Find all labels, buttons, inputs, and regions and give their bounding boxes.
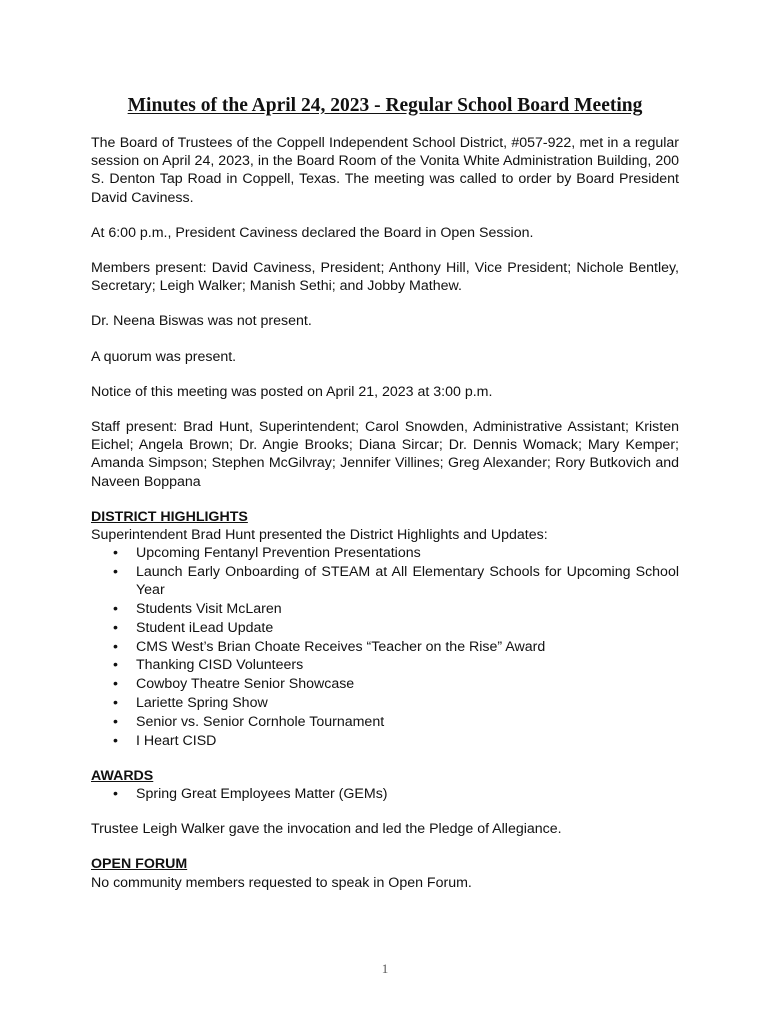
intro-paragraph: The Board of Trustees of the Coppell Independent School District, #057-922, met in a regular session on April 24, 2023, in the Board Room of the Vonita White Administration Building, 200 S. Denton Tap Road in Coppell, Texas. The meeting was called to order by Board President David Caviness.: [91, 135, 679, 206]
invocation-paragraph: Trustee Leigh Walker gave the invocation and led the Pledge of Allegiance.: [91, 821, 562, 838]
notice-paragraph: Notice of this meeting was posted on April 21, 2023 at 3:00 p.m.: [91, 383, 493, 400]
document-body: [91, 134, 679, 892]
open-session-paragraph: At 6:00 p.m., President Caviness declared the Board in Open Session.: [91, 224, 534, 241]
list-item: • Launch Early Onboarding of STEAM at All Elementary Schools for Upcoming School Year: [113, 564, 679, 599]
list-item: • Cowboy Theatre Senior Showcase: [113, 676, 355, 693]
awards-list: [91, 785, 679, 803]
bullet-icon: •: [113, 638, 118, 655]
list-item: • I Heart CISD: [113, 732, 217, 749]
awards-heading: AWARDS: [91, 767, 154, 784]
district-highlights-heading: DISTRICT HIGHLIGHTS: [91, 508, 248, 525]
bullet-icon: •: [113, 676, 118, 693]
bullet-icon: •: [113, 619, 118, 636]
members-paragraph: Members present: David Caviness, President; Anthony Hill, Vice President; Nichole Bentley, Secretary; Leigh Walker; Manish Sethi; and Jobby Mathew.: [91, 260, 679, 295]
bullet-icon: •: [113, 695, 118, 712]
list-item: • Lariette Spring Show: [113, 695, 268, 712]
bullet-icon: •: [113, 545, 118, 562]
open-forum-heading: OPEN FORUM: [91, 856, 188, 873]
bullet-icon: •: [113, 564, 118, 581]
district-highlights-intro: Superintendent Brad Hunt presented the District Highlights and Updates:: [91, 527, 548, 544]
absent-paragraph: Dr. Neena Biswas was not present.: [91, 313, 312, 330]
list-item: • Upcoming Fentanyl Prevention Presentations: [113, 545, 421, 562]
list-item: • Thanking CISD Volunteers: [113, 657, 304, 674]
district-highlights-list: [91, 544, 679, 750]
document-title: Minutes of the April 24, 2023 - Regular School Board Meeting: [127, 95, 643, 116]
list-item: • Student iLead Update: [113, 619, 274, 636]
bullet-icon: •: [113, 601, 118, 618]
bullet-icon: •: [113, 657, 118, 674]
list-item: • CMS West’s Brian Choate Receives “Teacher on the Rise” Award: [113, 638, 546, 655]
list-item: • Students Visit McLaren: [113, 601, 282, 618]
open-forum-text: No community members requested to speak in Open Forum.: [91, 874, 472, 891]
bullet-icon: •: [113, 786, 118, 803]
list-item: • Spring Great Employees Matter (GEMs): [113, 786, 388, 803]
list-item: • Senior vs. Senior Cornhole Tournament: [113, 713, 385, 730]
staff-paragraph: Staff present: Brad Hunt, Superintendent; Carol Snowden, Administrative Assistant; Kristen Eichel; Angela Brown; Dr. Angie Brooks; Diana Sircar; Dr. Dennis Womack; Mary Kemper; Amanda Simpson; Stephen McGilvray; Jennifer Villines; Greg Alexander; Rory Butkovich and Naveen Boppana: [91, 419, 679, 490]
page-number: 1: [381, 961, 389, 976]
bullet-icon: •: [113, 713, 118, 730]
bullet-icon: •: [113, 732, 118, 749]
quorum-paragraph: A quorum was present.: [91, 348, 237, 365]
